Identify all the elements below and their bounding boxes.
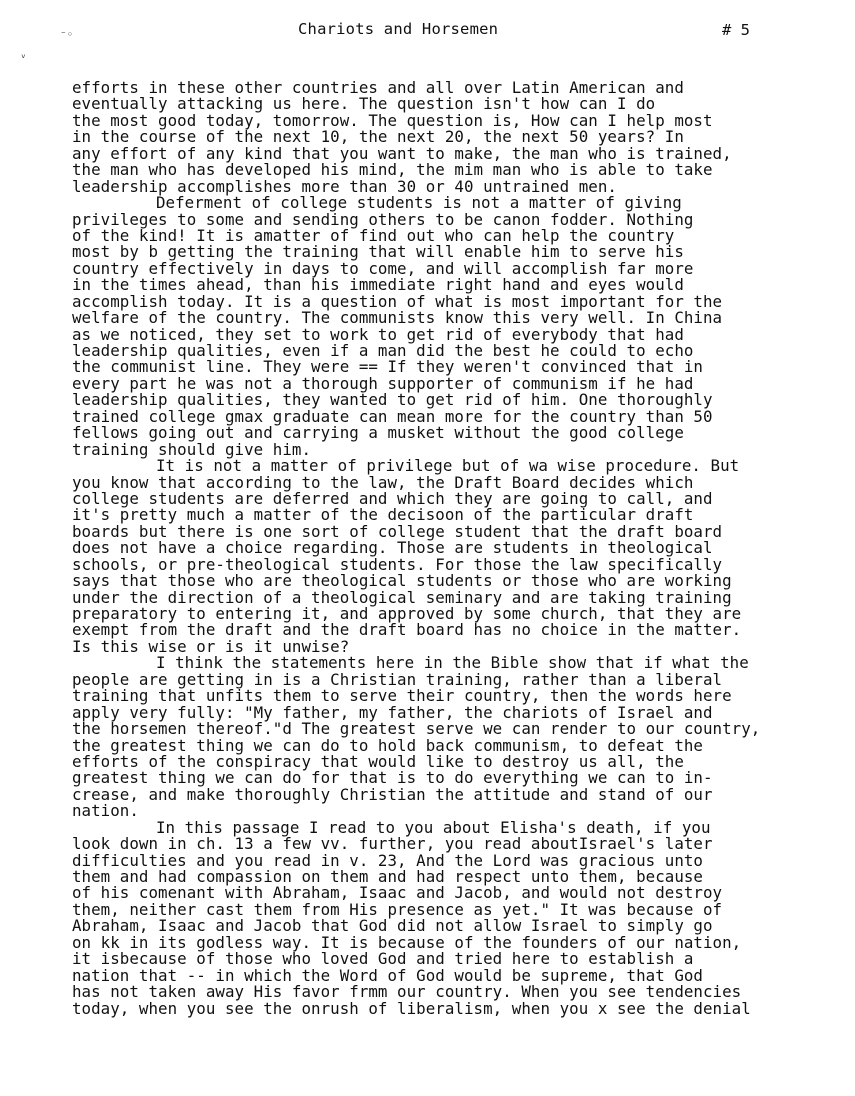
text-line: difficulties and you read in v. 23, And the Lord was gracious unto xyxy=(72,850,703,870)
text-line: of his comenant with Abraham, Isaac and Jacob, and would not destroy xyxy=(72,883,723,903)
text-line: as we noticed, they set to work to get rid of everybody that had xyxy=(72,324,684,344)
text-line: leadership qualities, they wanted to get rid of him. One thoroughly xyxy=(72,390,713,410)
text-line: every part he was not a thorough supporter of communism if he had xyxy=(72,373,694,393)
text-line: any effort of any kind that you want to make, the man who is trained, xyxy=(72,143,732,163)
text-line: look down in ch. 13 a few vv. further, you read aboutIsrael's later xyxy=(72,834,713,854)
text-line: welfare of the country. The communists know this very well. In China xyxy=(72,308,723,328)
text-line: says that those who are theological students or those who are working xyxy=(72,571,732,591)
margin-mark: ⁻◦ xyxy=(60,28,74,41)
text-line: boards but there is one sort of college student that the draft board xyxy=(72,521,723,541)
text-line: leadership qualities, even if a man did the best he could to echo xyxy=(72,341,694,360)
paragraph-start-line: Deferment of college students is not a matter of giving xyxy=(156,193,682,213)
text-line: nation. xyxy=(72,801,139,821)
text-line: crease, and make thoroughly Christian the attitude and stand of our xyxy=(72,784,713,804)
text-line: eventually attacking us here. The question isn't how can I do xyxy=(72,94,656,114)
paragraph-start-line: In this passage I read to you about Elisha's death, if you xyxy=(156,817,711,837)
paragraph-start-line: I think the statements here in the Bible show that if what the xyxy=(156,653,749,673)
text-line: does not have a choice regarding. Those are students in theological xyxy=(72,538,713,558)
text-line: country effectively in days to come, and will accomplish far more xyxy=(72,258,694,278)
text-line: efforts of the conspiracy that would like to destroy us all, the xyxy=(72,751,684,771)
text-line: exempt from the draft and the draft board has no choice in the matter. xyxy=(72,620,742,640)
text-line: you know that according to the law, the Draft Board decides which xyxy=(72,472,694,492)
text-line: fellows going out and carrying a musket without the good college xyxy=(72,423,684,443)
text-line: the greatest thing we can do to hold back communism, to defeat the xyxy=(72,735,703,755)
text-line: on kk in its godless way. It is because of the founders of our nation, xyxy=(72,932,742,952)
text-line: under the direction of a theological seminary and are taking training xyxy=(72,587,732,607)
text-line: accomplish today. It is a question of what is most important for the xyxy=(72,291,723,311)
text-line: the horsemen thereof."d The greatest serve we can render to our country, xyxy=(72,719,761,739)
page-title: Chariots and Horsemen xyxy=(298,20,499,38)
text-line: trained college gmax graduate can mean more for the country than 50 xyxy=(72,406,713,426)
text-line: Is this wise or is it unwise? xyxy=(72,636,350,656)
text-line: it isbecause of those who loved God and tried here to establish a xyxy=(72,949,694,969)
margin-mark: ᵥ xyxy=(20,48,27,61)
text-line: training should give him. xyxy=(72,439,312,459)
text-line: has not taken away His favor frmm our country. When you see tendencies xyxy=(72,982,742,1002)
text-line: apply very fully: "My father, my father, the chariots of Israel and xyxy=(72,702,713,722)
text-line: the most good today, tomorrow. The question is, How can I help most xyxy=(72,110,713,130)
page-number: # 5 xyxy=(722,21,750,39)
text-line: today, when you see the onrush of liberalism, when you x see the denial xyxy=(72,998,751,1018)
text-line: Abraham, Isaac and Jacob that God did not allow Israel to simply go xyxy=(72,916,713,936)
text-line: it's pretty much a matter of the decisoon of the particular draft xyxy=(72,505,694,525)
text-line: nation that -- in which the Word of God would be supreme, that God xyxy=(72,965,703,985)
text-line: the man who has developed his mind, the mim man who is able to take xyxy=(72,160,713,180)
text-line: greatest thing we can do for that is to do everything we can to in- xyxy=(72,768,713,788)
text-line: the communist line. They were == If they weren't convinced that in xyxy=(72,357,703,377)
text-line: in the times ahead, than his immediate right hand and eyes would xyxy=(72,275,684,295)
text-line: preparatory to entering it, and approved by some church, that they are xyxy=(72,604,742,623)
text-line: college students are deferred and which they are going to call, and xyxy=(72,488,713,508)
text-line: of the kind! It is amatter of find out who can help the country xyxy=(72,225,675,245)
paragraph-start-line: It is not a matter of privilege but of wa wise procedure. But xyxy=(156,456,740,476)
text-line: people are getting in is a Christian training, rather than a liberal xyxy=(72,669,723,689)
text-line: in the course of the next 10, the next 20, the next 50 years? In xyxy=(72,127,684,147)
text-line: them and had compassion on them and had respect unto them, because xyxy=(72,867,703,886)
text-line: them, neither cast them from His presence as yet." It was because of xyxy=(72,899,723,919)
document-body xyxy=(72,80,842,1017)
text-line: efforts in these other countries and all over Latin American and xyxy=(72,78,684,97)
text-line: leadership accomplishes more than 30 or 40 untrained men. xyxy=(72,176,617,196)
text-line: training that unfits them to serve their country, then the words here xyxy=(72,686,732,706)
text-line: privileges to some and sending others to be canon fodder. Nothing xyxy=(72,209,694,229)
text-line: schools, or pre-theological students. For those the law specifically xyxy=(72,554,723,574)
text-line: most by b getting the training that will enable him to serve his xyxy=(72,242,684,262)
